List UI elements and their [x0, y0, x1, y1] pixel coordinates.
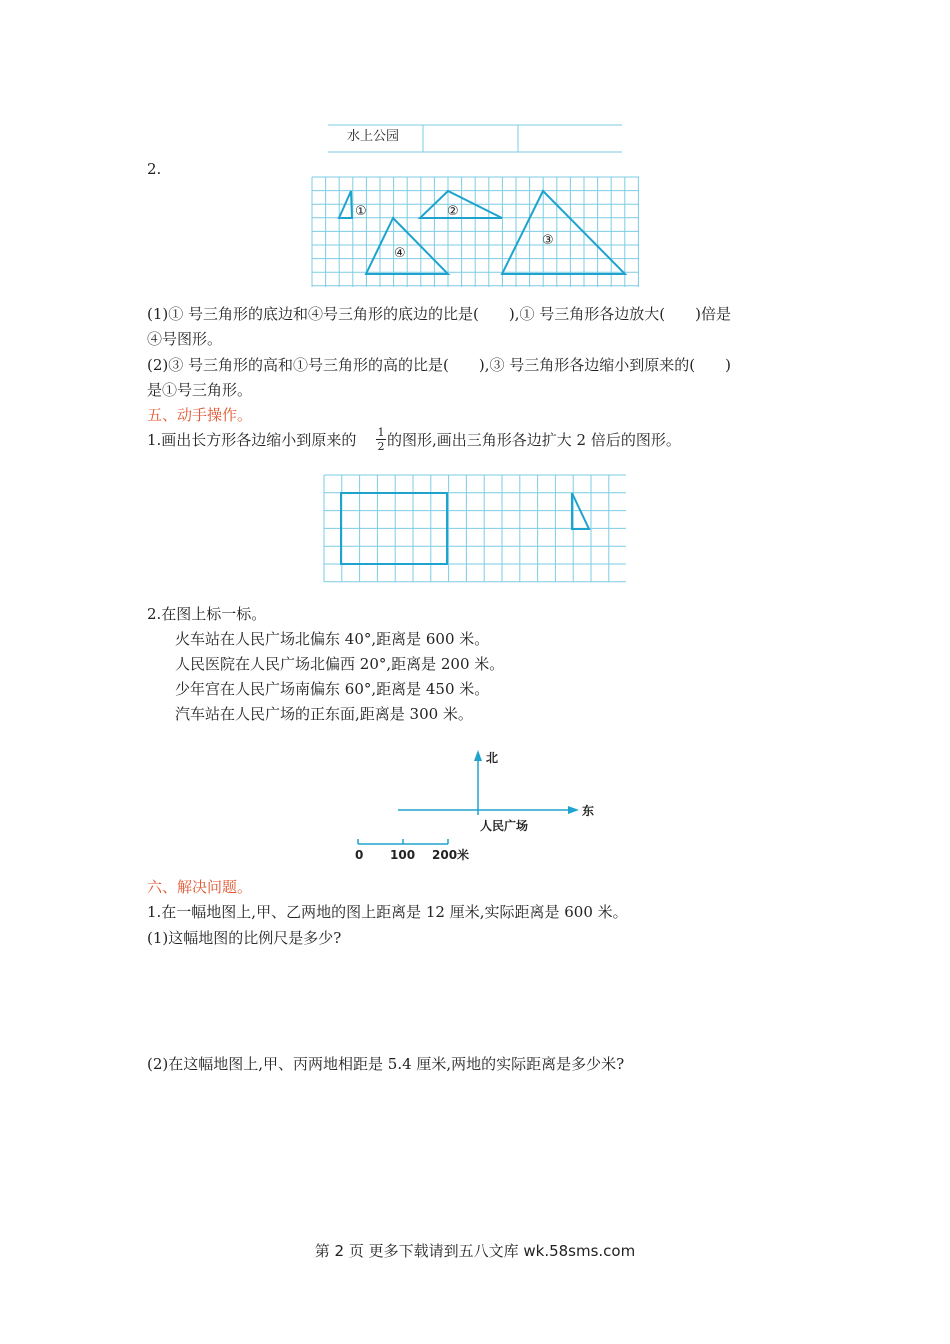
- direction-map: [350, 745, 610, 870]
- q2-line-2: ④号图形。: [147, 330, 223, 348]
- scale-label-0: 0: [355, 848, 364, 862]
- triangle-label-3: ③: [542, 233, 554, 248]
- s6-q1-2: (2)在这幅地图上,甲、丙两地相距是 5.4 厘米,两地的实际距离是多少米?: [147, 1055, 625, 1073]
- page-footer: 第 2 页 更多下载请到五八文库 wk.58sms.com: [314, 1242, 636, 1260]
- rectangle-grid: [324, 475, 626, 582]
- s5-q2-line-4: 汽车站在人民广场的正东面,距离是 300 米。: [175, 705, 473, 723]
- s5-q2-line-2: 人民医院在人民广场北偏西 20°,距离是 200 米。: [175, 655, 505, 673]
- triangle-label-1: ①: [355, 204, 367, 219]
- q2-line-3: (2)③ 号三角形的高和①号三角形的高的比是( ),③ 号三角形各边缩小到原来的( ): [147, 356, 731, 374]
- fraction-half: [376, 427, 386, 452]
- triangle-label-4: ④: [394, 246, 406, 261]
- center-label: 人民广场: [480, 819, 529, 833]
- s6-q1-1: (1)这幅地图的比例尺是多少?: [147, 929, 342, 947]
- east-label: 东: [582, 804, 595, 818]
- q2-line-1: (1)① 号三角形的底边和④号三角形的底边的比是( ),① 号三角形各边放大( )倍是: [147, 305, 731, 323]
- s5-q2-line-1: 火车站在人民广场北偏东 40°,距离是 600 米。: [175, 630, 490, 648]
- north-label: 北: [486, 751, 499, 765]
- s5-q1-before: 1.画出长方形各边缩小到原来的: [147, 431, 357, 449]
- scale-label-200: 200米: [432, 848, 470, 862]
- fraction-denominator: 2: [377, 440, 385, 453]
- q2-line-4: 是①号三角形。: [147, 381, 253, 399]
- s5-q2-line-3: 少年宫在人民广场南偏东 60°,距离是 450 米。: [175, 680, 490, 698]
- east-arrow-icon: [568, 806, 579, 814]
- scale-label-100: 100: [390, 848, 416, 862]
- fraction-numerator: 1: [377, 426, 385, 439]
- question-number: 2.: [147, 160, 162, 178]
- top-table: [0, 0, 950, 160]
- triangle-label-2: ②: [447, 204, 459, 219]
- section-5-title: 五、动手操作。: [147, 406, 253, 424]
- triangle-grid: [312, 177, 639, 287]
- table-cell-label: 水上公园: [347, 129, 400, 144]
- s5-q2-title: 2.在图上标一标。: [147, 605, 267, 623]
- s5-q1-after: 的图形,画出三角形各边扩大 2 倍后的图形。: [387, 431, 681, 449]
- section-6-title: 六、解决问题。: [147, 878, 253, 896]
- s6-q1: 1.在一幅地图上,甲、乙两地的图上距离是 12 厘米,实际距离是 600 米。: [147, 903, 628, 921]
- north-arrow-icon: [474, 750, 482, 761]
